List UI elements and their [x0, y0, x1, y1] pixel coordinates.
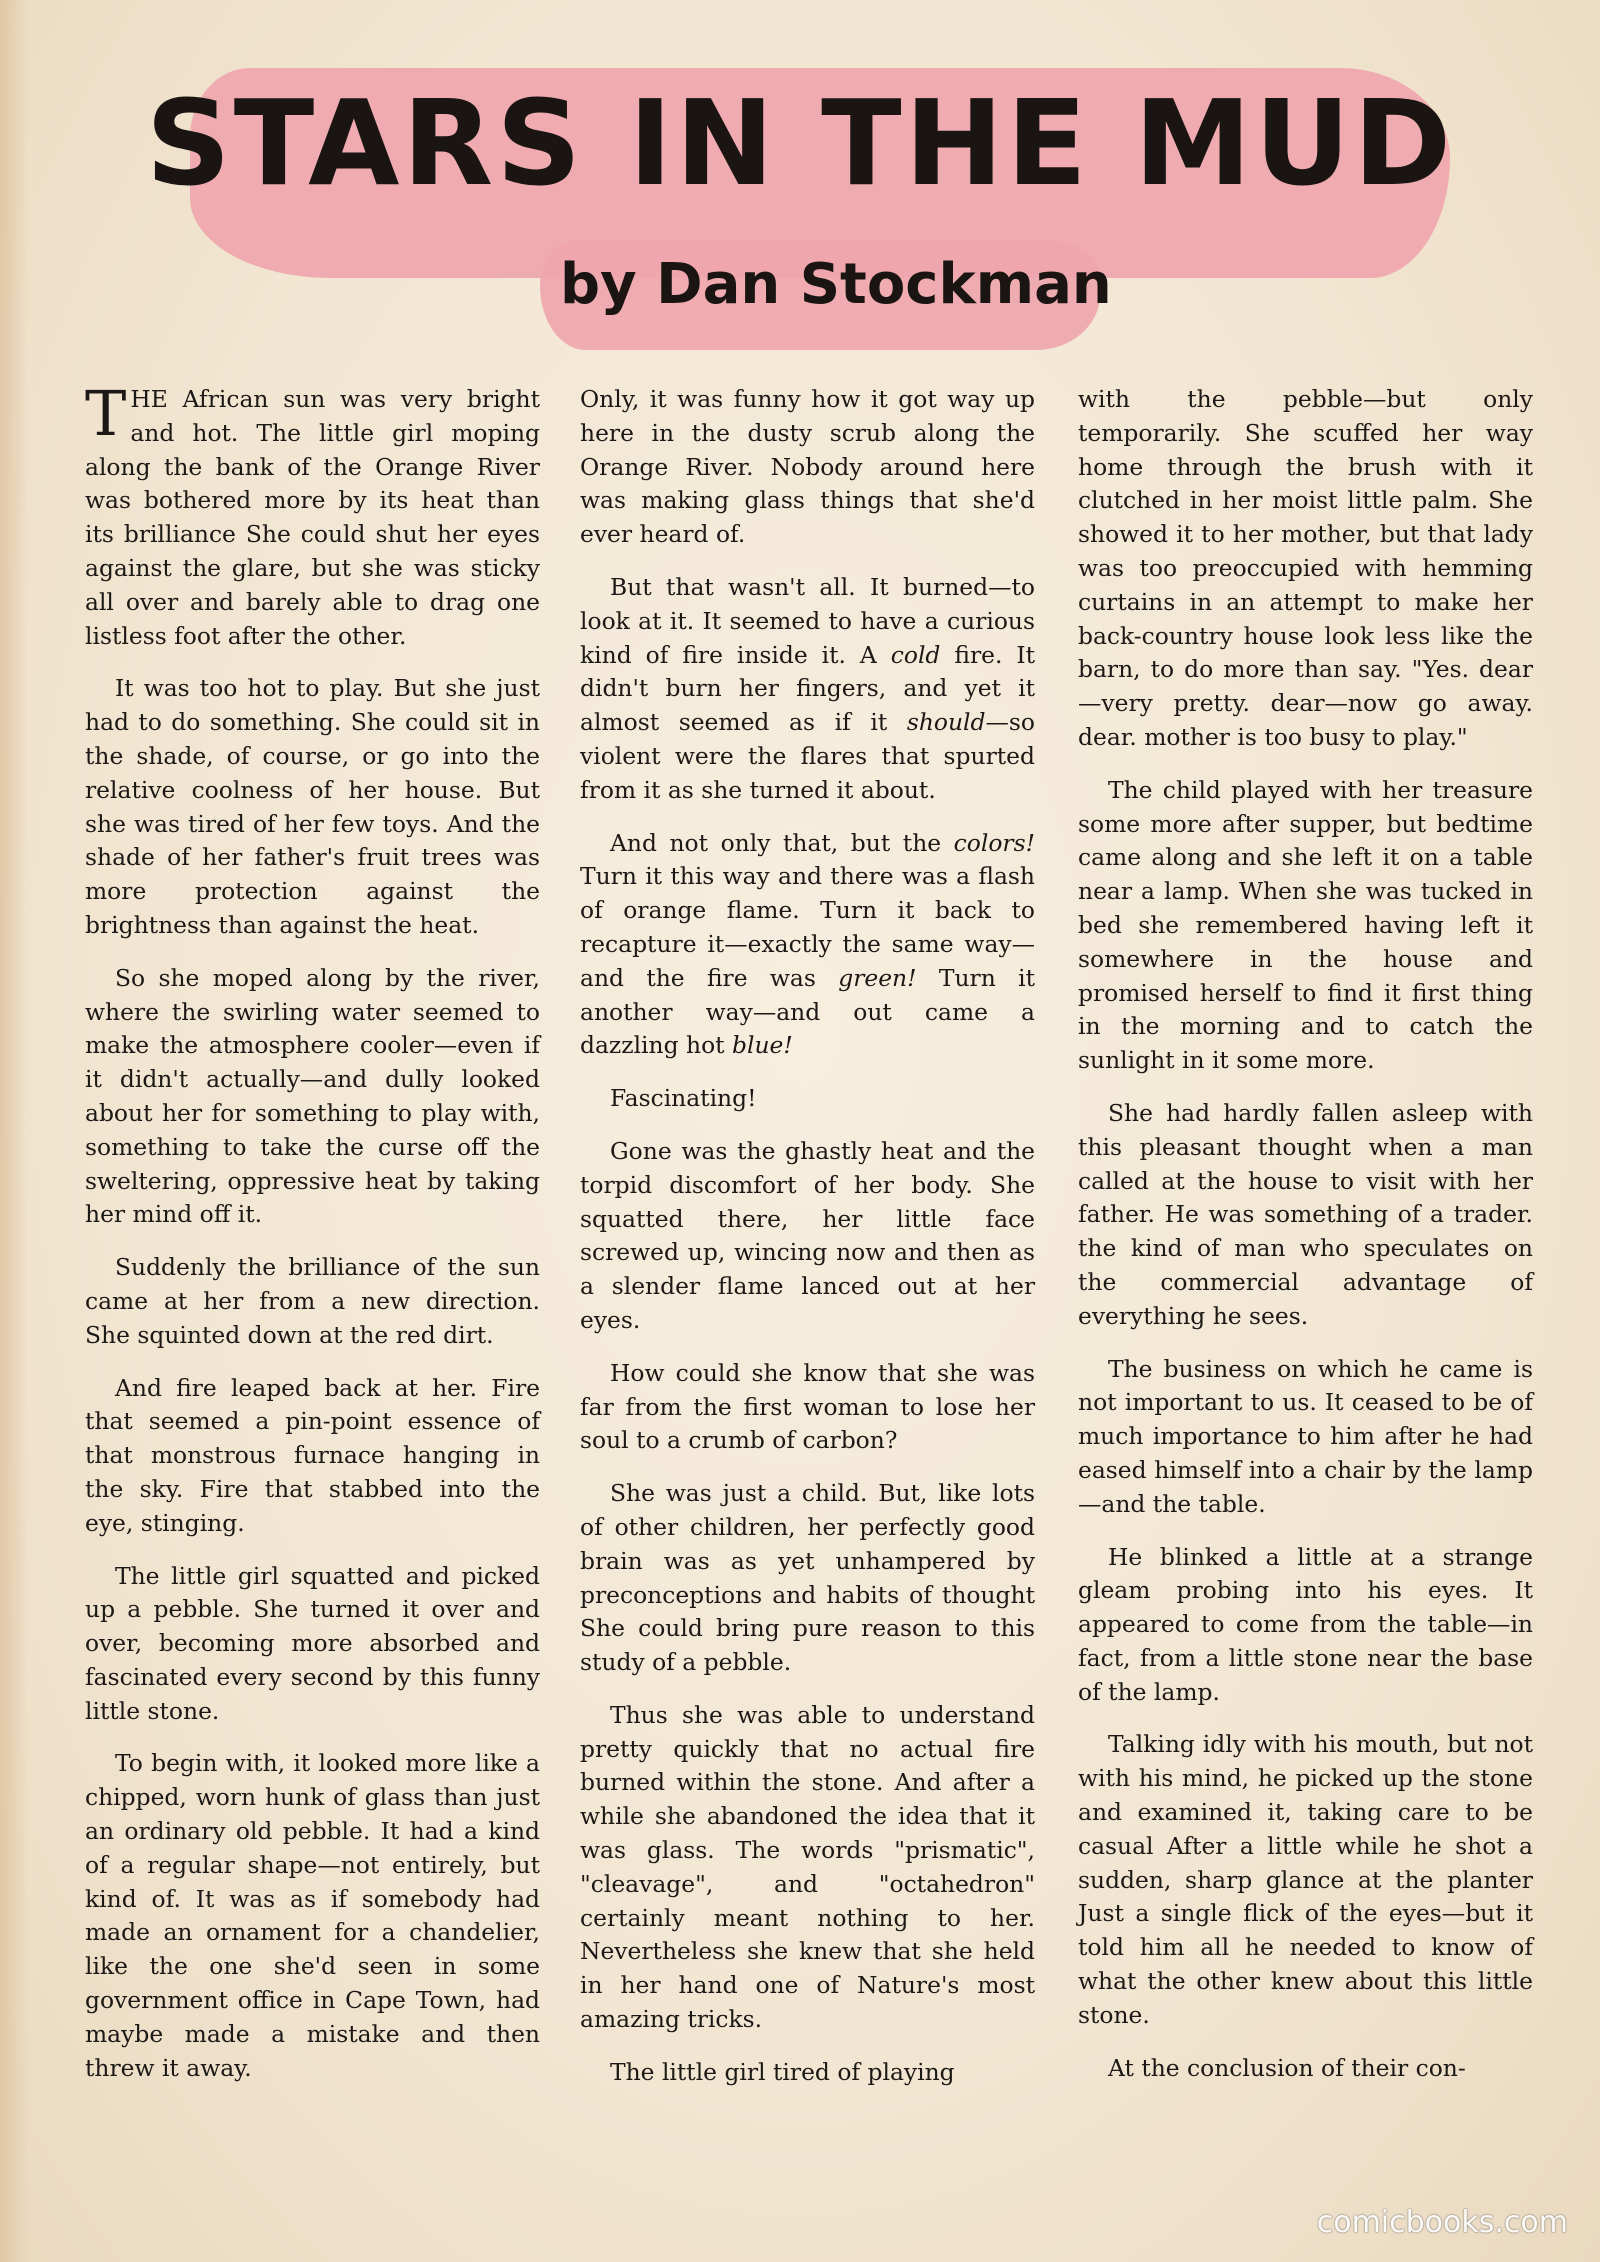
paragraph: Only, it was funny how it got way up here in the dusty scrub along the Orange River. Nobody around here was making glass things that she'd ever heard of. [580, 385, 1035, 549]
paragraph: with the pebble—but only temporarily. She scuffed her way home through the brush with it clutched in her moist little palm. She showed it to her mother, but that lady was too preoccupied with hemming curtains in an attempt to make her back-country house look less like the barn, to do more than say. "Yes. dear—very pretty. dear—now go away. dear. mother is too busy to play." [1078, 385, 1533, 751]
text-column-3 [1078, 383, 1533, 2104]
paragraph: And fire leaped back at her. Fire that seemed a pin-point essence of that monstrous furnace hanging in the sky. Fire that stabbed into the eye, stinging. [85, 1373, 540, 1537]
text-column-1 [85, 377, 540, 2104]
paragraph: It was too hot to play. But she just had to do something. She could sit in the shade, of course, or go into the relative coolness of her house. But she was tired of her few toys. And the shade of her father's fruit trees was more protection against the brightness than against the heat. [85, 674, 540, 939]
paragraph: At the conclusion of their con- [1108, 2053, 1466, 2082]
paragraph: And not only that, but the colors! Turn it this way and there was a flash of orange flame. Turn it back to recapture it—exactly the same way—and the fire was green! Turn it another way—and out came a dazzling hot blue! [580, 828, 1035, 1060]
paragraph: The little girl tired of playing [610, 2057, 955, 2086]
watermark: comicbooks.com [1316, 2205, 1568, 2240]
paragraph: Suddenly the brilliance of the sun came at her from a new direction. She squinted down at the red dirt. [85, 1253, 540, 1349]
paragraph: THE African sun was very bright and hot. The little girl moping along the bank of the Orange River was bothered more by its heat than its brilliance She could shut her eyes against the glare, but she was sticky all over and barely able to drag one listless foot after the other. [85, 377, 540, 650]
paragraph: To begin with, it looked more like a chipped, worn hunk of glass than just an ordinary old pebble. It had a kind of a regular shape—not entirely, but kind of. It was as if somebody had made an ornament for a chandelier, like the one she'd seen in some government office in Cape Town, had maybe made a mistake and then threw it away. [85, 1749, 540, 2082]
paragraph: She had hardly fallen asleep with this pleasant thought when a man called at the house to visit with her father. He was something of a trader. the kind of man who speculates on the commercial advantage of everything he sees. [1078, 1098, 1533, 1330]
paragraph: Fascinating! [610, 1084, 757, 1113]
story-title: STARS IN THE MUD [145, 74, 1455, 212]
paragraph: But that wasn't all. It burned—to look at it. It seemed to have a curious kind of fire inside it. A cold fire. It didn't burn her fingers, and yet it almost seemed as if it should—so violent were the flares that spurted from it as she turned it about. [580, 572, 1035, 804]
paragraph: The business on which he came is not important to us. It ceased to be of much importance to him after he had eased himself into a chair by the lamp—and the table. [1078, 1354, 1533, 1518]
text-column-2 [580, 383, 1035, 2109]
paragraph: The little girl squatted and picked up a pebble. She turned it over and over, becoming more absorbed and fascinated every second by this funny little stone. [85, 1561, 540, 1725]
paragraph: Gone was the ghastly heat and the torpid discomfort of her body. She squatted there, her little face screwed up, wincing now and then as a slender flame lanced out at her eyes. [580, 1136, 1035, 1334]
paragraph: Talking idly with his mouth, but not with his mind, he picked up the stone and examined it, taking care to be casual After a little while he shot a sudden, sharp glance at the planter Just a single flick of the eyes—but it told him all he needed to know of what the other knew about this little stone. [1078, 1730, 1533, 2029]
paragraph: Thus she was able to understand pretty quickly that no actual fire burned within the stone. And after a while she abandoned the idea that it was glass. The words "prismatic", "cleavage", and "octahedron" certainly meant nothing to her. Nevertheless she knew that she held in her hand one of Nature's most amazing tricks. [580, 1700, 1035, 2034]
paragraph: So she moped along by the river, where the swirling water seemed to make the atmosphere cooler—even if it didn't actually—and dully looked about her for something to play with, something to take the curse off the sweltering, oppressive heat by taking her mind off it. [85, 963, 540, 1229]
paragraph: The child played with her treasure some more after supper, but bedtime came along and she left it on a table near a lamp. When she was tucked in bed she remembered having left it somewhere in the house and promised herself to find it first thing in the morning and to catch the sunlight in it some more. [1078, 775, 1533, 1075]
paragraph: She was just a child. But, like lots of other children, her perfectly good brain was as yet unhampered by preconceptions and habits of thought She could bring pure reason to this study of a pebble. [580, 1479, 1035, 1677]
story-byline: by Dan Stockman [560, 252, 1112, 317]
paragraph: He blinked a little at a strange gleam probing into his eyes. It appeared to come from the table—in fact, from a little stone near the base of the lamp. [1078, 1542, 1533, 1706]
drop-cap: T [85, 377, 127, 450]
page-edge-shadow [0, 0, 28, 2262]
paragraph: How could she know that she was far from the first woman to lose her soul to a crumb of carbon? [580, 1358, 1035, 1455]
